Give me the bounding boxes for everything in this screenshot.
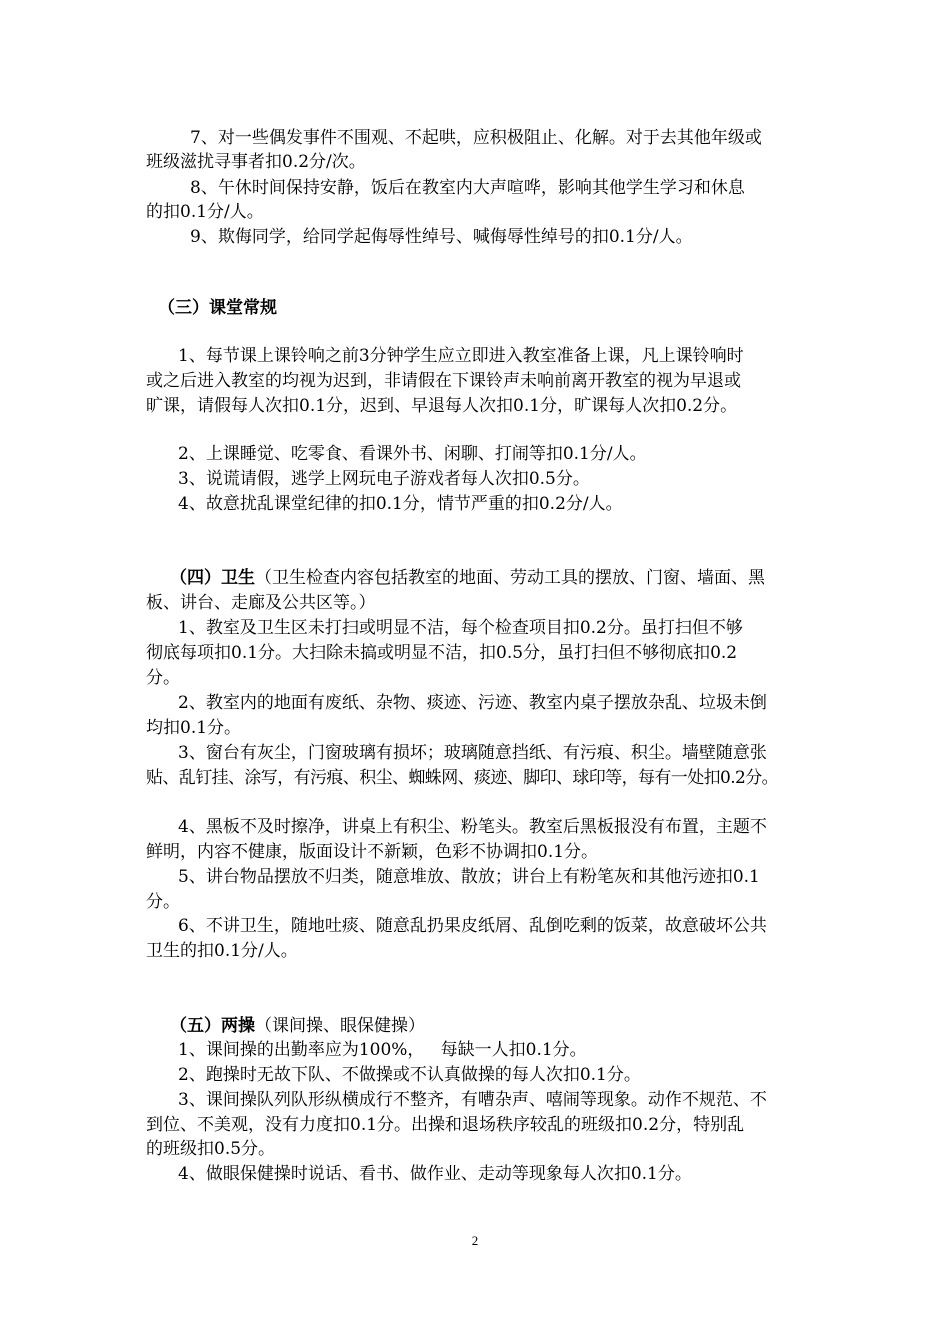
section-heading-hygiene — [170, 566, 822, 590]
paragraph-line: 3、说谎请假，逃学上网玩电子游戏者每人次扣0.5分。 — [178, 469, 590, 489]
paragraph-line: 旷课，请假每人次扣0.1分，迟到、早退每人次扣0.1分，旷课每人次扣0.2分。 — [146, 396, 738, 416]
paragraph-line: 2、跑操时无故下队、不做操或不认真做操的每人次扣0.1分。 — [178, 1065, 641, 1085]
paragraph-line: 鲜明，内容不健康，版面设计不新颖，色彩不协调扣0.1分。 — [146, 842, 599, 862]
section-title: （五）两操 — [170, 1016, 255, 1036]
paragraph-line: 1、教室及卫生区未打扫或明显不洁，每个检查项目扣0.2分。虽打扫但不够 — [178, 618, 743, 638]
paragraph-line: 6、不讲卫生，随地吐痰、随意乱扔果皮纸屑、乱倒吃剩的饭菜，故意破坏公共 — [178, 916, 767, 936]
paragraph-line: 分。 — [146, 892, 180, 912]
paragraph-line: 分。 — [146, 668, 180, 688]
section-title: （四）卫生 — [170, 568, 255, 588]
section-heading-exercises — [170, 1014, 822, 1038]
paragraph-line: 7、对一些偶发事件不围观、不起哄，应积极阻止、化解。对于去其他年级或 — [190, 128, 762, 148]
page-number: 2 — [471, 1233, 479, 1248]
section-note: （课间操、眼保健操） — [255, 1016, 425, 1036]
paragraph-line: 均扣0.1分。 — [146, 718, 242, 738]
paragraph-line: 4、故意扰乱课堂纪律的扣0.1分，情节严重的扣0.2分/人。 — [178, 494, 623, 514]
paragraph-line: 彻底每项扣0.1分。大扫除未搞或明显不洁，扣0.5分，虽打扫但不够彻底扣0.2 — [146, 643, 738, 663]
paragraph-line: 的扣0.1分/人。 — [146, 202, 264, 222]
paragraph-line: 板、讲台、走廊及公共区等。） — [146, 593, 376, 613]
paragraph-line: 2、上课睡觉、吃零食、看课外书、闲聊、打闹等扣0.1分/人。 — [178, 444, 647, 464]
paragraph-line: 9、欺侮同学，给同学起侮辱性绰号、喊侮辱性绰号的扣0.1分/人。 — [190, 227, 693, 247]
paragraph-line: 4、做眼保健操时说话、看书、做作业、走动等现象每人次扣0.1分。 — [178, 1164, 692, 1184]
paragraph-line: 4、黑板不及时擦净，讲桌上有积尘、粉笔头。教室后黑板报没有布置，主题不 — [178, 817, 767, 837]
section-note: （卫生检查内容包括教室的地面、劳动工具的摆放、门窗、墙面、黑 — [255, 568, 765, 588]
paragraph-line: 的班级扣0.5分。 — [146, 1139, 276, 1159]
paragraph-line: 3、课间操队列队形纵横成行不整齐，有嘈杂声、嘻闹等现象。动作不规范、不 — [178, 1090, 767, 1110]
paragraph-line: 3、窗台有灰尘，门窗玻璃有损坏；玻璃随意挡纸、有污痕、积尘。墙壁随意张 — [178, 743, 767, 763]
paragraph-line: 班级滋扰寻事者扣0.2分/次。 — [146, 152, 366, 172]
paragraph-line: 2、教室内的地面有废纸、杂物、痰迹、污迹、教室内桌子摆放杂乱、垃圾未倒 — [178, 693, 767, 713]
paragraph-line: 8、午休时间保持安静，饭后在教室内大声喧哗，影响其他学生学习和休息 — [190, 178, 745, 198]
paragraph-line: 5、讲台物品摆放不归类，随意堆放、散放；讲台上有粉笔灰和其他污迹扣0.1 — [178, 867, 760, 887]
paragraph-line: 卫生的扣0.1分/人。 — [146, 941, 298, 961]
paragraph-line: 1、课间操的出勤率应为100%， 每缺一人扣0.1分。 — [178, 1040, 587, 1060]
section-heading-classroom: （三）课堂常规 — [158, 298, 277, 318]
paragraph-line: 1、每节课上课铃响之前3分钟学生应立即进入教室准备上课，凡上课铃响时 — [178, 346, 744, 366]
paragraph-line: 到位、不美观，没有力度扣0.1分。出操和退场秩序较乱的班级扣0.2分，特别乱 — [146, 1115, 745, 1135]
paragraph-line: 贴、乱钉挂、涂写，有污痕、积尘、蜘蛛网、痰迹、脚印、球印等，每有一处扣0.2分。 — [146, 768, 779, 788]
paragraph-line: 或之后进入教室的均视为迟到，非请假在下课铃声未响前离开教室的视为早退或 — [146, 371, 741, 391]
